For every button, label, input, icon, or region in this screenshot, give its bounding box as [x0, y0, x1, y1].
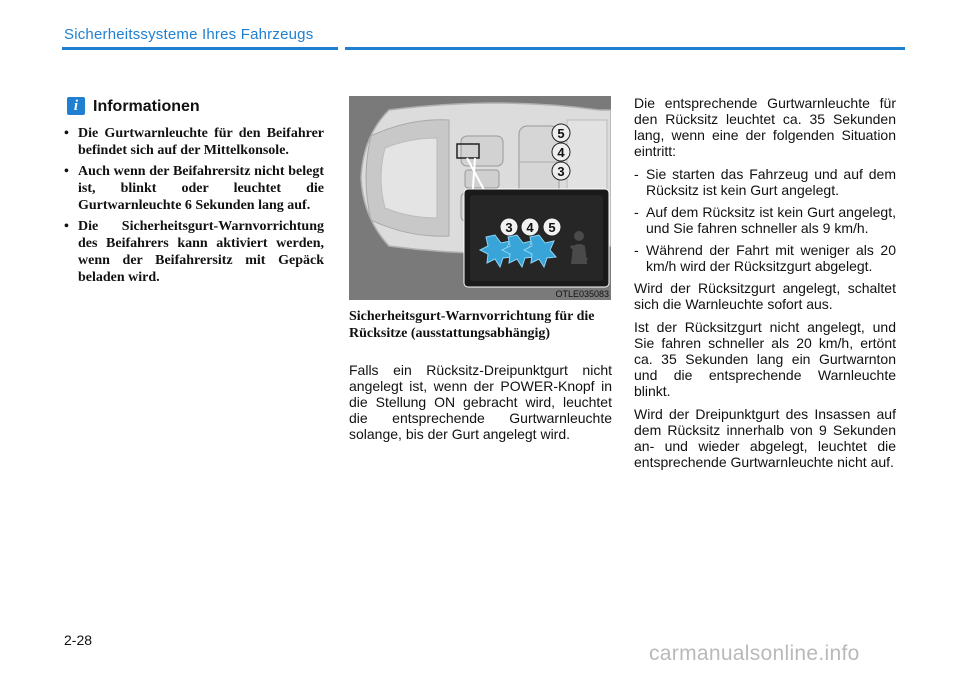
svg-text:4: 4 [557, 145, 565, 160]
header-rule-left [62, 47, 338, 50]
right-paragraph: Wird der Rücksitzgurt angelegt, schaltet sich die Warnleuchte sofort aus. [634, 280, 896, 312]
right-paragraph: Ist der Rücksitzgurt nicht angelegt, und Sie fahren schneller als 20 km/h, ertönt ca. 35 Sekunden lang ein Gurtwarnton und die entsprechende Warnleuchte blinkt. [634, 319, 896, 399]
svg-text:5: 5 [548, 220, 556, 235]
svg-text:3: 3 [557, 164, 565, 179]
svg-text:5: 5 [557, 126, 565, 141]
rear-seatbelt-figure [349, 96, 611, 300]
dash-item: - Während der Fahrt mit weniger als 20 km/h wird der Rücksitzgurt abgelegt. [634, 242, 896, 274]
section-title: Sicherheitsgurt-Warnvorrichtung für die Rücksitze (ausstattungsabhängig) [349, 309, 595, 341]
info-list [64, 125, 324, 290]
dash-item: - Auf dem Rücksitz ist kein Gurt angelegt, und Sie fahren schneller als 9 km/h. [634, 204, 896, 236]
figure-code: OTLE035083 [555, 289, 609, 299]
info-item: • Die Sicherheitsgurt-Warnvorrichtung des Beifahrers kann aktiviert werden, wenn der Beifahrersitz mit Gepäck beladen wird. [64, 218, 324, 286]
seat-number-markers [552, 124, 570, 180]
watermark: carmanualsonline.info [649, 642, 860, 665]
section-header: Sicherheitssysteme Ihres Fahrzeugs [64, 26, 314, 43]
right-column [634, 95, 896, 477]
svg-text:4: 4 [526, 220, 534, 235]
info-item: • Auch wenn der Beifahrersitz nicht belegt ist, blinkt oder leuchtet die Gurtwarnleuchte 6 Sekunden lang auf. [64, 163, 324, 214]
section-paragraph: Falls ein Rücksitz-Dreipunktgurt nicht angelegt ist, wenn der POWER-Knopf in die Stellung ON gebracht wird, leuchtet die entsprechende Gurtwarnleuchte solange, bis der Gurt angelegt wird. [349, 362, 612, 442]
dash-item: - Sie starten das Fahrzeug und auf dem Rücksitz ist kein Gurt angelegt. [634, 166, 896, 198]
info-icon: i [67, 97, 85, 115]
header-rule-right [345, 47, 905, 50]
info-item: • Die Gurtwarnleuchte für den Beifahrer befindet sich auf der Mittelkonsole. [64, 125, 324, 159]
right-intro: Die entsprechende Gurtwarnleuchte für den Rücksitz leuchtet ca. 35 Sekunden lang, wenn eine der folgenden Situation eintritt: [634, 95, 896, 159]
info-title: Informationen [93, 98, 200, 115]
car-top-view-illustration [349, 96, 611, 300]
right-paragraph: Wird der Dreipunktgurt des Insassen auf dem Rücksitz innerhalb von 9 Sekunden an- und wieder abgelegt, leuchtet die entsprechende Gurtwarnleuchte nicht auf. [634, 406, 896, 470]
page-number: 2-28 [64, 632, 93, 648]
svg-text:3: 3 [505, 220, 513, 235]
